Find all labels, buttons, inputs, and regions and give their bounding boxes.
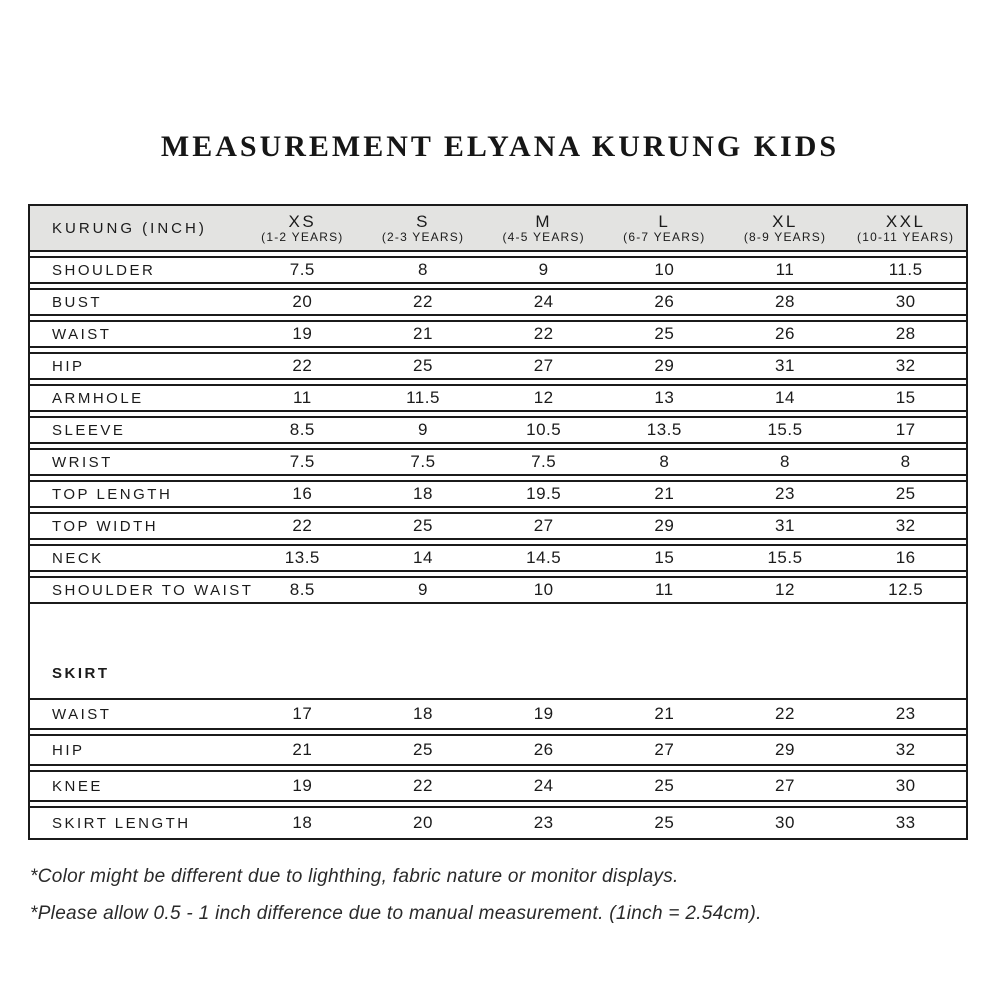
value-cell: 10.5 — [526, 420, 562, 439]
value-cell: 19 — [292, 776, 313, 795]
size-name: XXL — [885, 211, 926, 231]
table-row — [30, 288, 966, 316]
value-cell: 28 — [775, 292, 795, 311]
value-cell: 7.5 — [289, 260, 315, 279]
value-cell: 30 — [895, 292, 916, 311]
value-cell: 22 — [533, 324, 554, 343]
size-column-xxl — [845, 211, 966, 245]
value-cell: 9 — [418, 580, 428, 599]
value-cell: 13.5 — [284, 548, 320, 567]
value-cell: 22 — [292, 516, 313, 535]
value-cell: 17 — [895, 420, 916, 439]
table-row — [30, 320, 966, 348]
value-cell: 18 — [413, 484, 433, 503]
value-cell: 31 — [775, 356, 795, 375]
value-cell: 22 — [292, 356, 313, 375]
value-cell: 21 — [654, 704, 675, 723]
table-row — [30, 576, 966, 604]
value-cell: 26 — [775, 324, 795, 343]
table-row — [30, 698, 966, 730]
table-row — [30, 416, 966, 444]
value-cell: 30 — [775, 813, 795, 832]
value-cell: 24 — [533, 292, 554, 311]
size-age-range: (4-5 YEARS) — [502, 230, 585, 245]
table-row — [30, 734, 966, 766]
value-cell: 20 — [413, 813, 433, 832]
value-cell: 14.5 — [526, 548, 562, 567]
value-cell: 8 — [900, 452, 911, 471]
value-cell: 25 — [413, 356, 433, 375]
page-title: MEASUREMENT ELYANA KURUNG KIDS — [160, 130, 840, 163]
row-label: SHOULDER TO WAIST — [52, 581, 254, 599]
size-age-range: (2-3 YEARS) — [381, 230, 465, 245]
value-cell: 14 — [413, 548, 433, 567]
value-cell: 27 — [533, 356, 554, 375]
value-cell: 16 — [292, 484, 313, 503]
row-label: ARMHOLE — [52, 389, 144, 407]
value-cell: 11.5 — [888, 260, 923, 279]
value-cell: 26 — [654, 292, 675, 311]
table-row — [30, 448, 966, 476]
value-cell: 25 — [413, 740, 433, 759]
value-cell: 32 — [895, 516, 916, 535]
table-header — [30, 206, 966, 252]
table-row — [30, 806, 966, 838]
value-cell: 8.5 — [289, 580, 315, 599]
value-cell: 17 — [292, 704, 313, 723]
row-label: WAIST — [52, 325, 112, 343]
skirt-section-label: SKIRT — [52, 665, 110, 682]
value-cell: 24 — [533, 776, 554, 795]
value-cell: 19 — [533, 704, 554, 723]
value-cell: 25 — [654, 324, 675, 343]
value-cell: 27 — [533, 516, 554, 535]
value-cell: 12.5 — [888, 580, 924, 599]
value-cell: 10 — [654, 260, 675, 279]
value-cell: 29 — [654, 516, 675, 535]
header-label: KURUNG (INCH) — [52, 219, 207, 237]
row-label: SKIRT LENGTH — [52, 814, 191, 832]
size-name: XL — [772, 211, 798, 231]
row-label: BUST — [52, 293, 103, 311]
size-age-range: (6-7 YEARS) — [623, 230, 706, 245]
value-cell: 23 — [533, 813, 554, 832]
value-cell: 23 — [775, 484, 795, 503]
size-column-xl — [725, 211, 846, 245]
value-cell: 21 — [654, 484, 675, 503]
value-cell: 23 — [895, 704, 916, 723]
value-cell: 15 — [895, 388, 916, 407]
value-cell: 25 — [654, 813, 675, 832]
kurung-section — [30, 256, 966, 604]
measurement-table — [28, 204, 968, 840]
size-column-s — [363, 211, 484, 245]
value-cell: 29 — [654, 356, 675, 375]
value-cell: 11 — [775, 260, 795, 279]
size-column-l — [604, 211, 725, 245]
value-cell: 32 — [895, 740, 916, 759]
size-age-range: (8-9 YEARS) — [743, 230, 827, 245]
row-label: TOP LENGTH — [52, 485, 173, 503]
value-cell: 8 — [780, 452, 790, 471]
value-cell: 11 — [293, 388, 312, 407]
value-cell: 25 — [895, 484, 916, 503]
footnote-color: *Color might be different due to lighthing, fabric nature or monitor displays. — [30, 866, 679, 887]
value-cell: 7.5 — [410, 452, 436, 471]
row-label: HIP — [52, 741, 85, 759]
row-label: SLEEVE — [52, 421, 126, 439]
row-label: WRIST — [52, 453, 113, 471]
value-cell: 32 — [895, 356, 916, 375]
row-label: KNEE — [52, 777, 103, 795]
size-name: XS — [288, 211, 317, 231]
value-cell: 8 — [659, 452, 670, 471]
value-cell: 18 — [292, 813, 313, 832]
value-cell: 25 — [654, 776, 675, 795]
value-cell: 29 — [775, 740, 795, 759]
value-cell: 11.5 — [406, 388, 440, 407]
skirt-section-header — [30, 604, 966, 694]
table-row — [30, 352, 966, 380]
value-cell: 21 — [413, 324, 433, 343]
footnotes — [30, 866, 1000, 925]
size-name: M — [535, 211, 552, 231]
size-age-range: (1-2 YEARS) — [261, 230, 344, 245]
value-cell: 8 — [418, 260, 428, 279]
value-cell: 12 — [775, 580, 795, 599]
value-cell: 28 — [895, 324, 916, 343]
value-cell: 7.5 — [531, 452, 557, 471]
size-age-range: (10-11 YEARS) — [857, 230, 955, 245]
value-cell: 10 — [533, 580, 554, 599]
value-cell: 9 — [538, 260, 549, 279]
value-cell: 25 — [413, 516, 433, 535]
row-label: SHOULDER — [52, 261, 156, 279]
table-row — [30, 480, 966, 508]
value-cell: 8.5 — [289, 420, 315, 439]
value-cell: 11 — [654, 580, 674, 599]
table-row — [30, 512, 966, 540]
value-cell: 15.5 — [767, 420, 803, 439]
value-cell: 13.5 — [646, 420, 682, 439]
skirt-section — [30, 698, 966, 838]
row-label: HIP — [52, 357, 85, 375]
table-row — [30, 770, 966, 802]
row-label: NECK — [52, 549, 104, 567]
value-cell: 22 — [413, 292, 433, 311]
value-cell: 15 — [654, 548, 675, 567]
table-row — [30, 256, 966, 284]
table-row — [30, 384, 966, 412]
value-cell: 12 — [533, 388, 554, 407]
value-cell: 26 — [533, 740, 554, 759]
value-cell: 18 — [413, 704, 433, 723]
table-row — [30, 544, 966, 572]
value-cell: 33 — [895, 813, 916, 832]
value-cell: 9 — [418, 420, 428, 439]
value-cell: 20 — [292, 292, 313, 311]
value-cell: 7.5 — [289, 452, 315, 471]
value-cell: 30 — [895, 776, 916, 795]
size-column-xs — [242, 211, 363, 245]
footnote-measurement: *Please allow 0.5 - 1 inch difference due to manual measurement. (1inch = 2.54cm). — [30, 903, 762, 924]
value-cell: 15.5 — [767, 548, 803, 567]
row-label: TOP WIDTH — [52, 517, 159, 535]
size-name: S — [416, 211, 430, 231]
value-cell: 13 — [654, 388, 675, 407]
value-cell: 27 — [775, 776, 795, 795]
size-column-m — [483, 211, 604, 245]
size-name: L — [658, 211, 671, 231]
value-cell: 22 — [413, 776, 433, 795]
value-cell: 22 — [775, 704, 795, 723]
value-cell: 21 — [292, 740, 313, 759]
value-cell: 27 — [654, 740, 675, 759]
value-cell: 16 — [895, 548, 916, 567]
value-cell: 31 — [775, 516, 795, 535]
value-cell: 19 — [292, 324, 313, 343]
value-cell: 19.5 — [526, 484, 562, 503]
value-cell: 14 — [775, 388, 795, 407]
row-label: WAIST — [52, 705, 112, 723]
